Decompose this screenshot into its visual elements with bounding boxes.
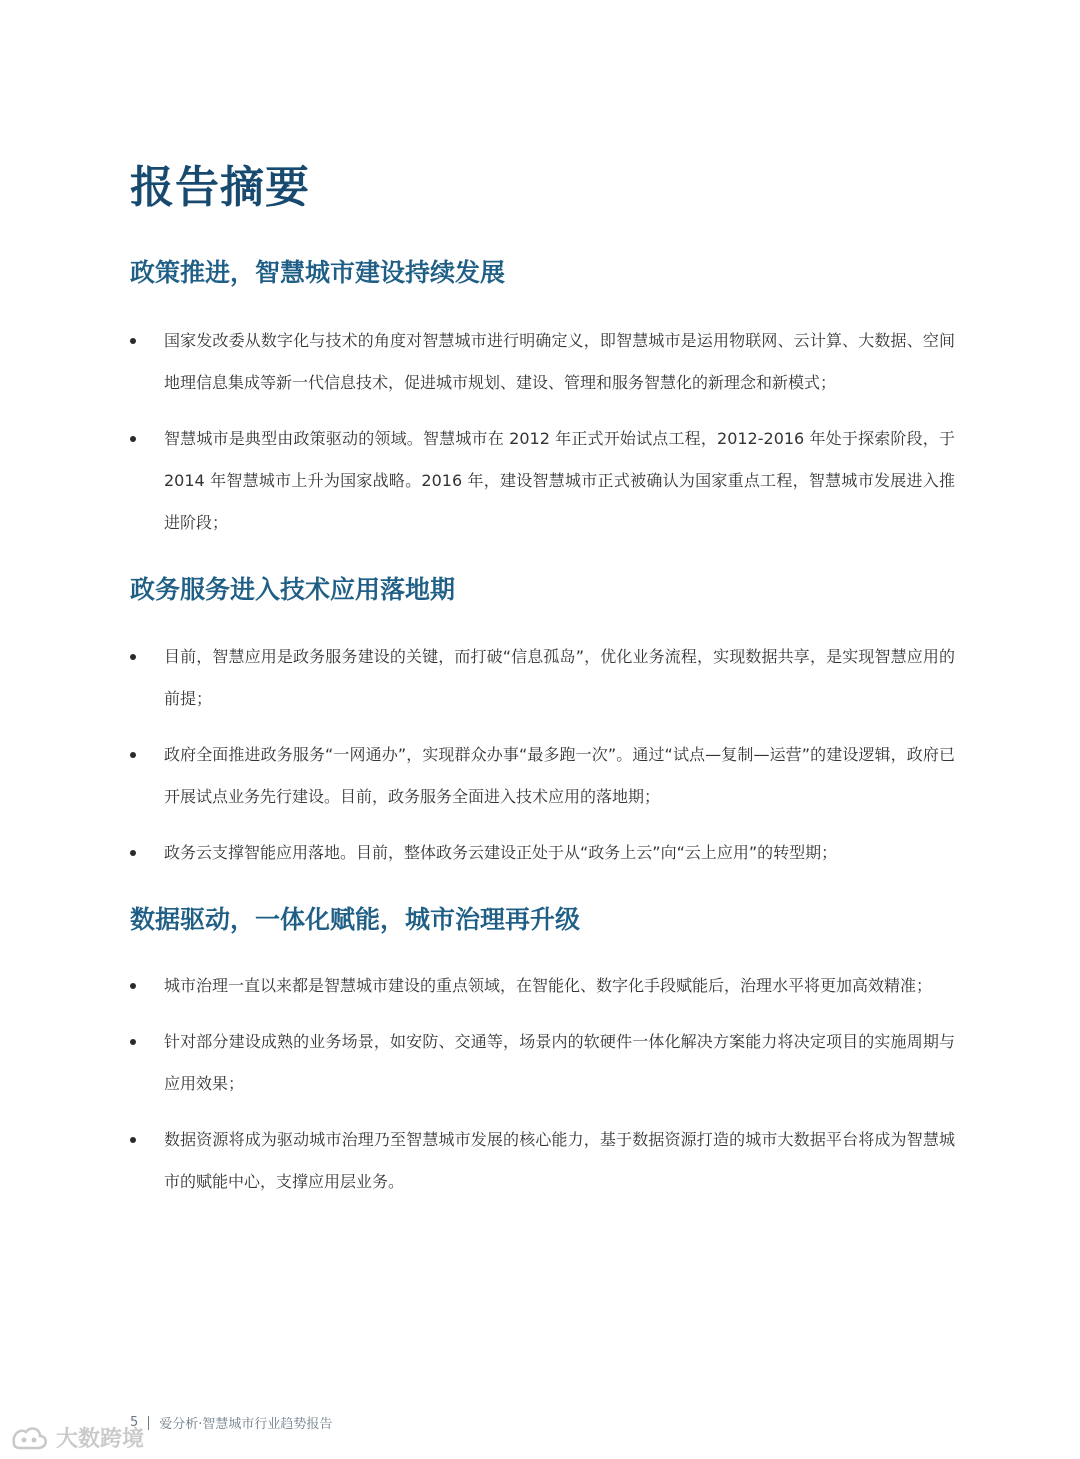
watermark-text: 大数跨境 <box>56 1427 145 1452</box>
bullet-icon <box>130 338 136 344</box>
list-item-text: 针对部分建设成熟的业务场景，如安防、交通等，场景内的软硬件一体化解决方案能力将决定项目的实施周期与应用效果； <box>164 1032 955 1093</box>
page-number: 5 <box>130 1415 139 1430</box>
list-item <box>130 636 955 720</box>
bullet-icon <box>130 1039 136 1045</box>
list-item-text: 目前，智慧应用是政务服务建设的关键，而打破“信息孤岛”，优化业务流程，实现数据共享，是实现智慧应用的前提； <box>164 647 955 708</box>
section-heading-government-services: 政务服务进入技术应用落地期 <box>130 575 456 604</box>
page-footer <box>130 1413 332 1432</box>
list-item-text: 政府全面推进政务服务“一网通办”，实现群众办事“最多跑一次”。通过“试点—复制—运营”的建设逻辑，政府已开展试点业务先行建设。目前，政务服务全面进入技术应用的落地期； <box>164 745 955 806</box>
list-item-text: 政务云支撑智能应用落地。目前，整体政务云建设正处于从“政务上云”向“云上应用”的转型期； <box>164 843 838 862</box>
page-title: 报告摘要 <box>130 162 310 213</box>
bullet-icon <box>130 752 136 758</box>
list-item-text: 智慧城市是典型由政策驱动的领域。智慧城市在 2012 年正式开始试点工程，2012-2016 年处于探索阶段，于 2014 年智慧城市上升为国家战略。2016 年，建设智慧城市正式被确认为国家重点工程，智慧城市发展进入推进阶段； <box>164 429 955 532</box>
list-item <box>130 1119 955 1203</box>
watermark <box>10 1422 144 1453</box>
report-name: 爱分析·智慧城市行业趋势报告 <box>159 1417 333 1432</box>
bullet-icon <box>130 1137 136 1143</box>
section-heading-data-driven: 数据驱动，一体化赋能，城市治理再升级 <box>130 905 581 934</box>
footer-divider <box>148 1416 149 1430</box>
list-item <box>130 320 955 404</box>
list-item <box>130 832 955 874</box>
list-item <box>130 734 955 818</box>
bullet-icon <box>130 850 136 856</box>
bullet-icon <box>130 654 136 660</box>
list-item-text: 国家发改委从数字化与技术的角度对智慧城市进行明确定义，即智慧城市是运用物联网、云计算、大数据、空间地理信息集成等新一代信息技术，促进城市规划、建设、管理和服务智慧化的新理念和新模式； <box>164 331 955 392</box>
list-item <box>130 1021 955 1105</box>
bullet-list-data-driven <box>130 965 955 1203</box>
watermark-logo-icon <box>10 1424 50 1452</box>
list-item <box>130 418 955 544</box>
list-item-text: 城市治理一直以来都是智慧城市建设的重点领域，在智能化、数字化手段赋能后，治理水平将更加高效精准； <box>164 976 933 995</box>
list-item-text: 数据资源将成为驱动城市治理乃至智慧城市发展的核心能力，基于数据资源打造的城市大数据平台将成为智慧城市的赋能中心，支撑应用层业务。 <box>164 1130 955 1191</box>
list-item <box>130 965 955 1007</box>
bullet-icon <box>130 436 136 442</box>
bullet-list-policy <box>130 320 955 544</box>
bullet-list-government-services <box>130 636 955 874</box>
section-heading-policy: 政策推进，智慧城市建设持续发展 <box>130 258 506 287</box>
bullet-icon <box>130 983 136 989</box>
